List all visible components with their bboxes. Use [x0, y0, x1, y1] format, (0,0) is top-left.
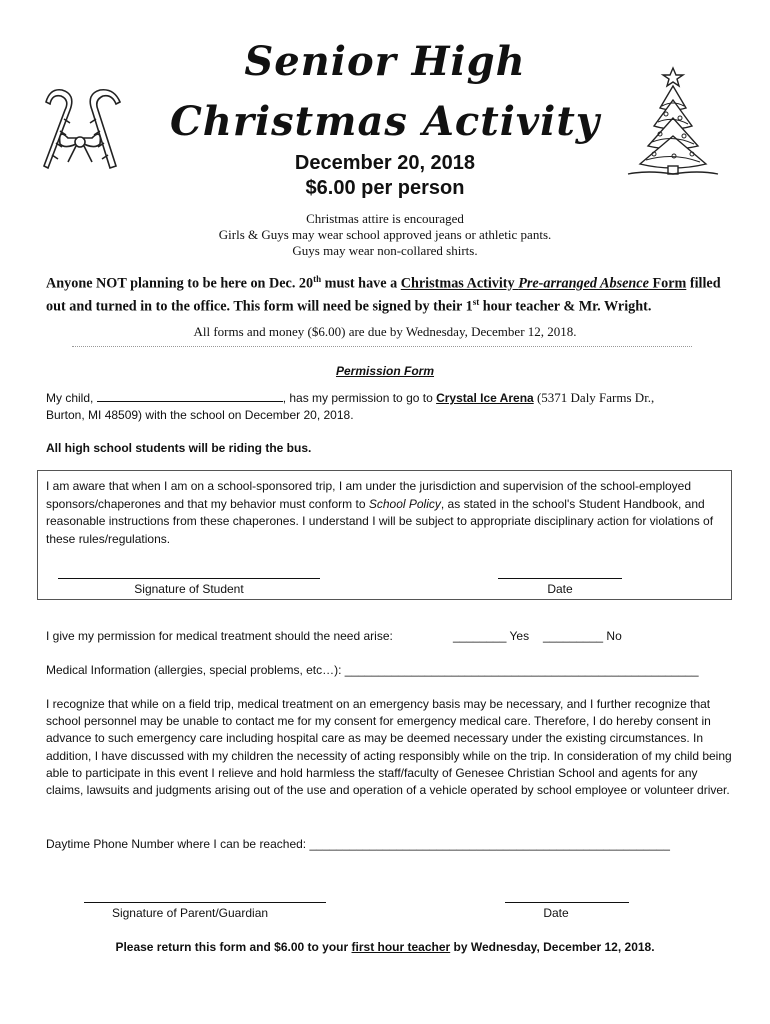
cut-line — [72, 346, 692, 347]
medical-yes-option[interactable]: ________ Yes — [453, 629, 530, 643]
medical-permission-question: I give my permission for medical treatment should the need arise: — [46, 629, 393, 643]
student-date-label: Date — [547, 582, 573, 596]
child-name-field[interactable] — [97, 389, 283, 402]
medical-info-line[interactable]: Medical Information (allergies, special problems, etc…): _____________________________________________________ — [46, 663, 699, 677]
bus-notice: All high school students will be riding the bus. — [46, 441, 312, 455]
student-signature-field[interactable] — [58, 578, 320, 579]
student-signature-label: Signature of Student — [134, 582, 244, 596]
medical-consent-paragraph: I recognize that while on a field trip, medical treatment on an emergency basis may be necessary, and I further recognize that school personnel may be unable to contact me for my consent for emergency medical care. Therefore, I do hereby consent in advance to such emergency care including hospital care as may be deemed necessary under the existing circumstances. In addition, I have discussed with my children the necessity of acting responsibly while on the trip. In consideration of my child being able to participate in this event I relieve and hold harmless the staff/faculty of Genesee Christian School and agents for any claims, lawsuits and judgments arising out of the use and operation of a vehicle operated by school employee or volunteer driver. — [46, 697, 732, 798]
student-date-field[interactable] — [498, 578, 622, 579]
due-line: All forms and money ($6.00) are due by Wednesday, December 12, 2018. — [193, 324, 577, 339]
title-line-2: Christmas Activity — [169, 98, 601, 145]
return-instructions: Please return this form and $6.00 to your first hour teacher by Wednesday, December 12, 2018. — [115, 940, 655, 954]
child-permission-text: My child, , has my permission to go to Crystal Ice Arena (5371 Daly Farms Dr., Burton, MI 48509) with the school on December 20, 2018. — [46, 390, 655, 422]
parent-signature-field[interactable] — [84, 902, 326, 903]
parent-date-label: Date — [543, 906, 569, 920]
dress-code-line-3: Guys may wear non-collared shirts. — [292, 243, 478, 258]
phone-number-line[interactable]: Daytime Phone Number where I can be reached: ______________________________________________________ — [46, 837, 670, 851]
dress-code-line-2: Girls & Guys may wear school approved jeans or athletic pants. — [218, 227, 552, 242]
dress-code-line-1: Christmas attire is encouraged — [306, 211, 464, 226]
agreement-text: I am aware that when I am on a school-sponsored trip, I am under the jurisdiction and supervision of the school-employed sponsors/chaperones and that my behavior must conform to School Policy, as stated in the school's Student Handbook, and reasonable instructions from these chaperones. I understand I will be subject to appropriate disciplinary action for violations of these rules/regulations. — [46, 479, 714, 546]
medical-no-option[interactable]: _________ No — [543, 629, 622, 643]
event-date: December 20, 2018 — [294, 152, 476, 174]
parent-signature-label: Signature of Parent/Guardian — [111, 906, 269, 920]
event-price: $6.00 per person — [305, 177, 465, 199]
permission-form-title: Permission Form — [335, 364, 435, 378]
absence-notice: Anyone NOT planning to be here on Dec. 20th must have a Christmas Activity Pre-arranged Absence Form filled out and turned in to the office. This form will need be signed by their 1st hour teacher & Mr. Wright. — [46, 274, 721, 315]
parent-date-field[interactable] — [505, 902, 629, 903]
title-line-1: Senior High — [244, 38, 526, 85]
